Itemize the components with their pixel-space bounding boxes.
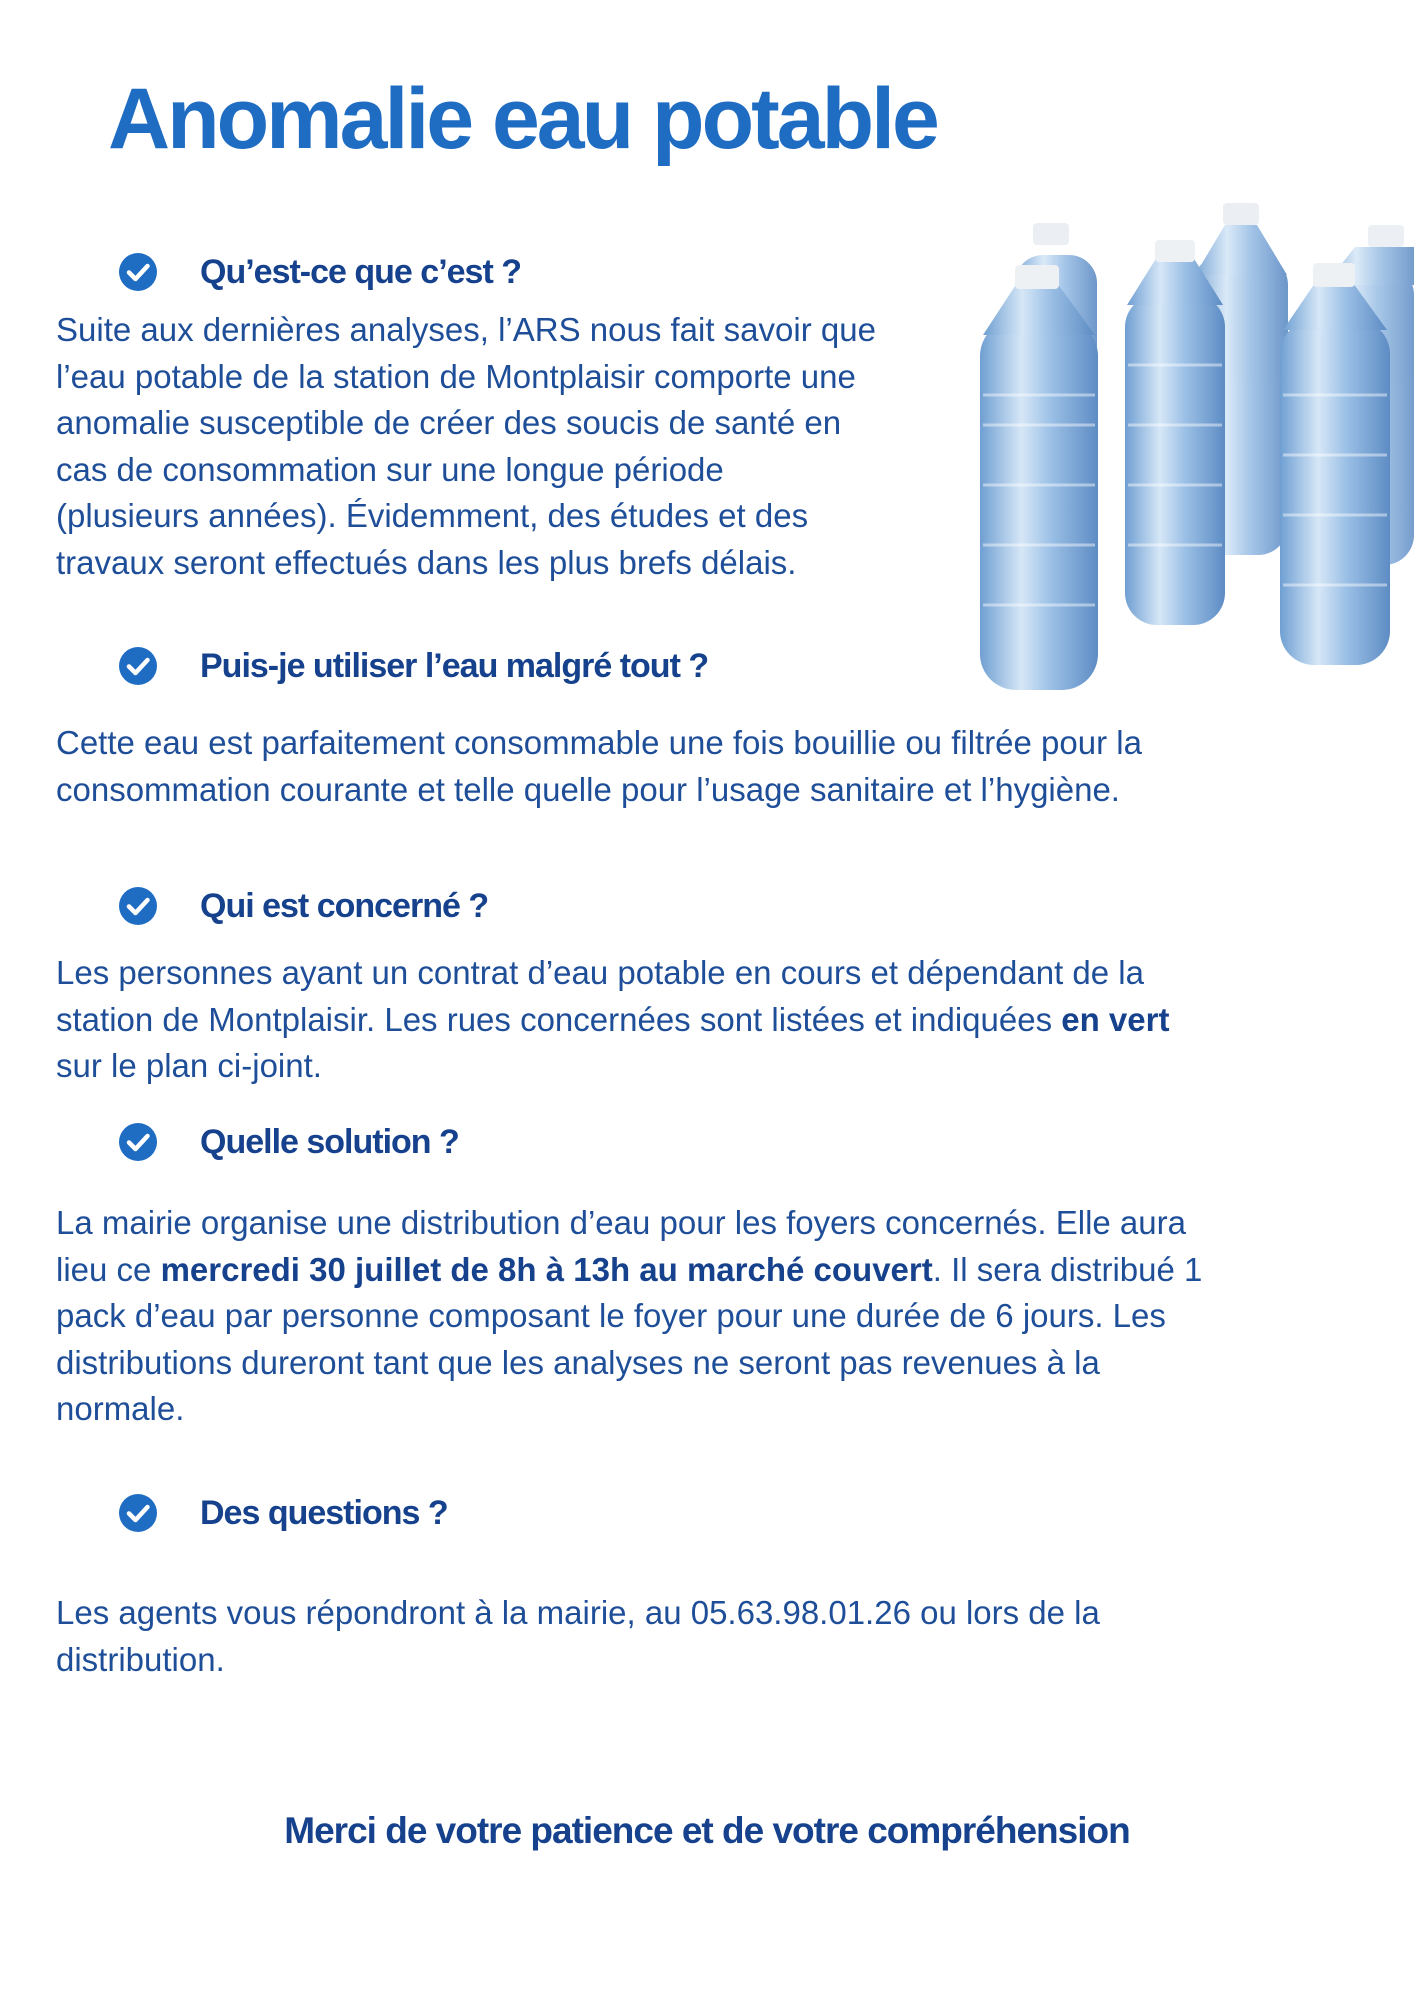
section-paragraph-what xyxy=(56,307,876,586)
section-heading-text: Quelle solution ? xyxy=(200,1122,459,1161)
check-circle-icon xyxy=(118,1493,158,1533)
text-line: Cette eau est parfaitement consommable une fois bouillie ou filtrée pour la xyxy=(56,724,1142,761)
text-line: consommation courante et telle quelle pour l’usage sanitaire et l’hygiène. xyxy=(56,770,1120,808)
text-line: distributions dureront tant que les analyses ne seront pas revenues à la xyxy=(56,1343,1100,1381)
section-heading-text: Puis-je utiliser l’eau malgré tout ? xyxy=(200,646,709,685)
text-line: l’eau potable de la station de Montplaisir comporte une xyxy=(56,357,856,395)
text-line: normale. xyxy=(56,1390,185,1427)
section-heading-what xyxy=(118,252,521,292)
text-span: . Il sera distribué 1 xyxy=(932,1250,1203,1288)
text-line: La mairie organise une distribution d’eau pour les foyers concernés. Elle aura xyxy=(56,1204,1186,1241)
text-span: station de Montplaisir. Les rues concernées sont listées et indiquées xyxy=(56,1000,1062,1038)
section-heading-who xyxy=(118,886,488,926)
text-line: Suite aux dernières analyses, l’ARS nous fait savoir que xyxy=(56,311,876,348)
section-heading-use xyxy=(118,646,708,686)
section-heading-questions xyxy=(118,1493,448,1533)
text-line: Les agents vous répondront à la mairie, au 05.63.98.01.26 ou lors de la xyxy=(56,1594,1100,1631)
text-line: cas de consommation sur une longue période xyxy=(56,450,724,488)
water-bottles-image xyxy=(975,195,1414,695)
text-line xyxy=(56,1247,1202,1294)
distribution-date-text: mercredi 30 juillet de 8h à 13h au marché couvert xyxy=(160,1250,933,1288)
page-title: Anomalie eau potable xyxy=(108,71,937,167)
check-circle-icon xyxy=(118,1122,158,1162)
section-paragraph-solution xyxy=(56,1200,1202,1433)
text-line: anomalie susceptible de créer des soucis de santé en xyxy=(56,404,842,441)
highlight-green-text: en vert xyxy=(1061,1000,1170,1038)
section-heading-text: Qui est concerné ? xyxy=(200,886,489,925)
check-circle-icon xyxy=(118,646,158,686)
check-circle-icon xyxy=(118,252,158,292)
section-paragraph-who xyxy=(56,950,1169,1090)
check-circle-icon xyxy=(118,886,158,926)
text-line: sur le plan ci-joint. xyxy=(56,1047,322,1084)
text-line: (plusieurs années). Évidemment, des études et des xyxy=(56,497,809,534)
section-heading-text: Des questions ? xyxy=(200,1493,448,1532)
text-line: distribution. xyxy=(56,1640,225,1678)
section-heading-solution xyxy=(118,1122,459,1162)
text-line: pack d’eau par personne composant le foyer pour une durée de 6 jours. Les xyxy=(56,1297,1166,1334)
text-span: lieu ce xyxy=(56,1250,161,1288)
text-line: travaux seront effectués dans les plus brefs délais. xyxy=(56,543,797,581)
text-line: Les personnes ayant un contrat d’eau potable en cours et dépendant de la xyxy=(56,954,1144,991)
section-paragraph-questions xyxy=(56,1590,1100,1683)
text-line xyxy=(56,997,1169,1044)
section-paragraph-use xyxy=(56,720,1142,813)
section-heading-text: Qu’est-ce que c’est ? xyxy=(200,252,521,291)
closing-message: Merci de votre patience et de votre compréhension xyxy=(284,1810,1130,1851)
